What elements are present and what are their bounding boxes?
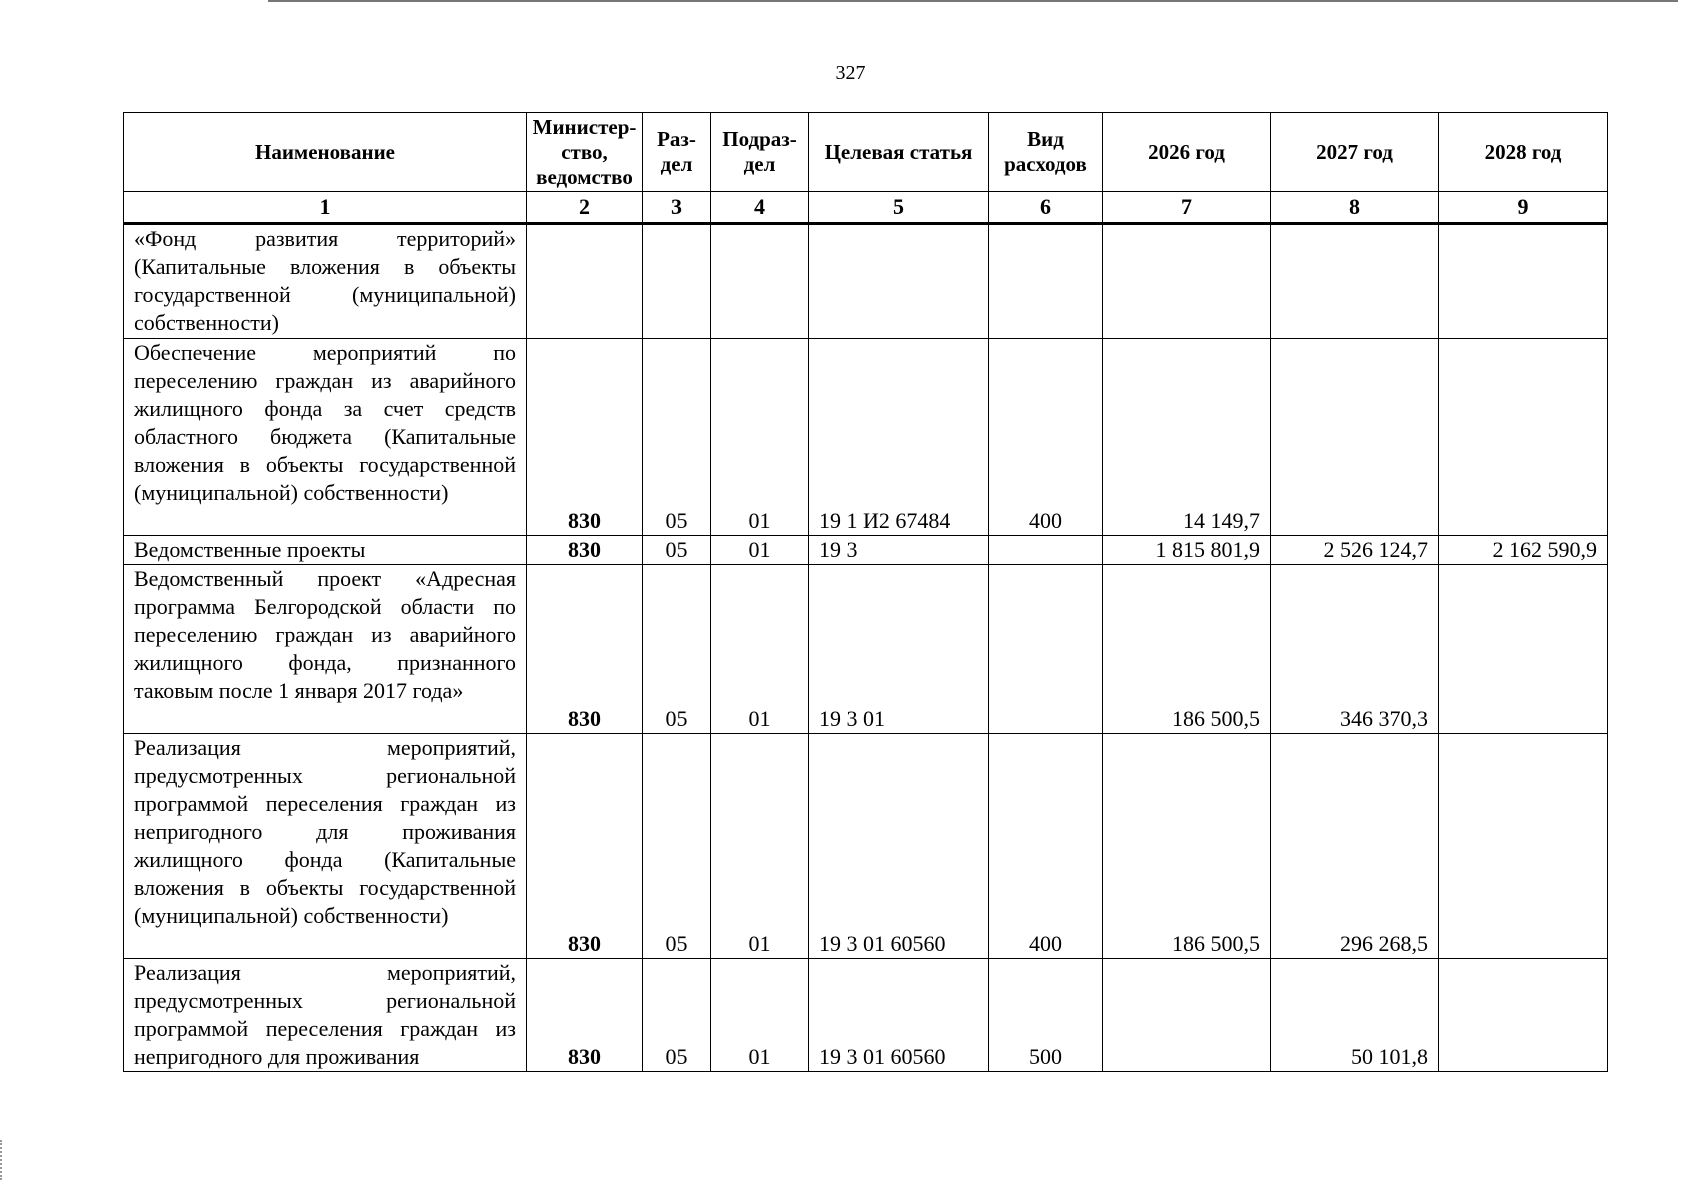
row-section: 05 xyxy=(643,734,711,959)
column-number: 4 xyxy=(711,192,809,224)
row-subsection: 01 xyxy=(711,565,809,734)
column-number: 6 xyxy=(989,192,1103,224)
row-2028 xyxy=(1439,959,1608,1072)
header-2028: 2028 год xyxy=(1439,113,1608,192)
row-target: 19 3 xyxy=(809,536,989,565)
row-2027: 2 526 124,7 xyxy=(1271,536,1439,565)
header-2027: 2027 год xyxy=(1271,113,1439,192)
row-section: 05 xyxy=(643,536,711,565)
header-expense-type: Вид расходов xyxy=(989,113,1103,192)
row-expense-type: 500 xyxy=(989,959,1103,1072)
row-2028 xyxy=(1439,734,1608,959)
row-ministry: 830 xyxy=(527,959,643,1072)
row-target: 19 1 И2 67484 xyxy=(809,339,989,536)
column-number-row xyxy=(124,192,1608,224)
row-2027 xyxy=(1271,339,1439,536)
row-name: Ведомственные проекты xyxy=(124,536,527,565)
row-target: 19 3 01 60560 xyxy=(809,959,989,1072)
row-subsection xyxy=(711,224,809,339)
row-section: 05 xyxy=(643,339,711,536)
scan-edge-marks xyxy=(0,1140,4,1180)
row-section xyxy=(643,224,711,339)
row-2028 xyxy=(1439,565,1608,734)
row-2026 xyxy=(1103,224,1271,339)
table-row xyxy=(124,339,1608,536)
row-name: Обеспечение мероприятий по переселению граждан из аварийного жилищного фонда за счет средств областного бюджета (Капитальные вложения в объекты государственной (муниципальной) собственности) xyxy=(124,339,527,536)
row-expense-type xyxy=(989,224,1103,339)
row-ministry xyxy=(527,224,643,339)
table-row xyxy=(124,734,1608,959)
row-2027: 296 268,5 xyxy=(1271,734,1439,959)
row-target: 19 3 01 xyxy=(809,565,989,734)
row-name: Реализация мероприятий, предусмотренных региональной программой переселения граждан из непригодного для проживания xyxy=(124,959,527,1072)
row-subsection: 01 xyxy=(711,339,809,536)
row-2027 xyxy=(1271,224,1439,339)
row-2028: 2 162 590,9 xyxy=(1439,536,1608,565)
row-name: «Фонд развития территорий» (Капитальные вложения в объекты государственной (муниципальной) собственности) xyxy=(124,224,527,339)
header-ministry: Министер-ство, ведомство xyxy=(527,113,643,192)
header-subsection: Подраз-дел xyxy=(711,113,809,192)
table-row xyxy=(124,536,1608,565)
row-2026: 14 149,7 xyxy=(1103,339,1271,536)
row-2026: 186 500,5 xyxy=(1103,734,1271,959)
row-section: 05 xyxy=(643,959,711,1072)
row-expense-type xyxy=(989,536,1103,565)
budget-table xyxy=(123,112,1608,1072)
row-ministry: 830 xyxy=(527,536,643,565)
column-number: 9 xyxy=(1439,192,1608,224)
row-2028 xyxy=(1439,224,1608,339)
header-name: Наименование xyxy=(124,113,527,192)
row-2028 xyxy=(1439,339,1608,536)
row-2027: 50 101,8 xyxy=(1271,959,1439,1072)
table-row xyxy=(124,565,1608,734)
row-subsection: 01 xyxy=(711,734,809,959)
row-2026: 186 500,5 xyxy=(1103,565,1271,734)
row-subsection: 01 xyxy=(711,536,809,565)
column-number: 1 xyxy=(124,192,527,224)
row-ministry: 830 xyxy=(527,339,643,536)
row-2026 xyxy=(1103,959,1271,1072)
page-number: 327 xyxy=(835,62,866,84)
column-number: 7 xyxy=(1103,192,1271,224)
row-subsection: 01 xyxy=(711,959,809,1072)
row-target xyxy=(809,224,989,339)
header-2026: 2026 год xyxy=(1103,113,1271,192)
row-2026: 1 815 801,9 xyxy=(1103,536,1271,565)
column-number: 2 xyxy=(527,192,643,224)
column-number: 5 xyxy=(809,192,989,224)
row-2027: 346 370,3 xyxy=(1271,565,1439,734)
column-number: 3 xyxy=(643,192,711,224)
row-ministry: 830 xyxy=(527,565,643,734)
row-name: Ведомственный проект «Адресная программа Белгородской области по переселению граждан из аварийного жилищного фонда, признанного таковым после 1 января 2017 года» xyxy=(124,565,527,734)
table-header-row xyxy=(124,113,1608,192)
scan-top-border-line xyxy=(268,0,1678,2)
row-expense-type: 400 xyxy=(989,339,1103,536)
row-ministry: 830 xyxy=(527,734,643,959)
header-target: Целевая статья xyxy=(809,113,989,192)
row-section: 05 xyxy=(643,565,711,734)
table-row xyxy=(124,959,1608,1072)
row-target: 19 3 01 60560 xyxy=(809,734,989,959)
row-expense-type: 400 xyxy=(989,734,1103,959)
table-row xyxy=(124,224,1608,339)
header-section: Раз-дел xyxy=(643,113,711,192)
column-number: 8 xyxy=(1271,192,1439,224)
row-name: Реализация мероприятий, предусмотренных региональной программой переселения граждан из непригодного для проживания жилищного фонда (Капитальные вложения в объекты государственной (муниципальной) собственности) xyxy=(124,734,527,959)
row-expense-type xyxy=(989,565,1103,734)
